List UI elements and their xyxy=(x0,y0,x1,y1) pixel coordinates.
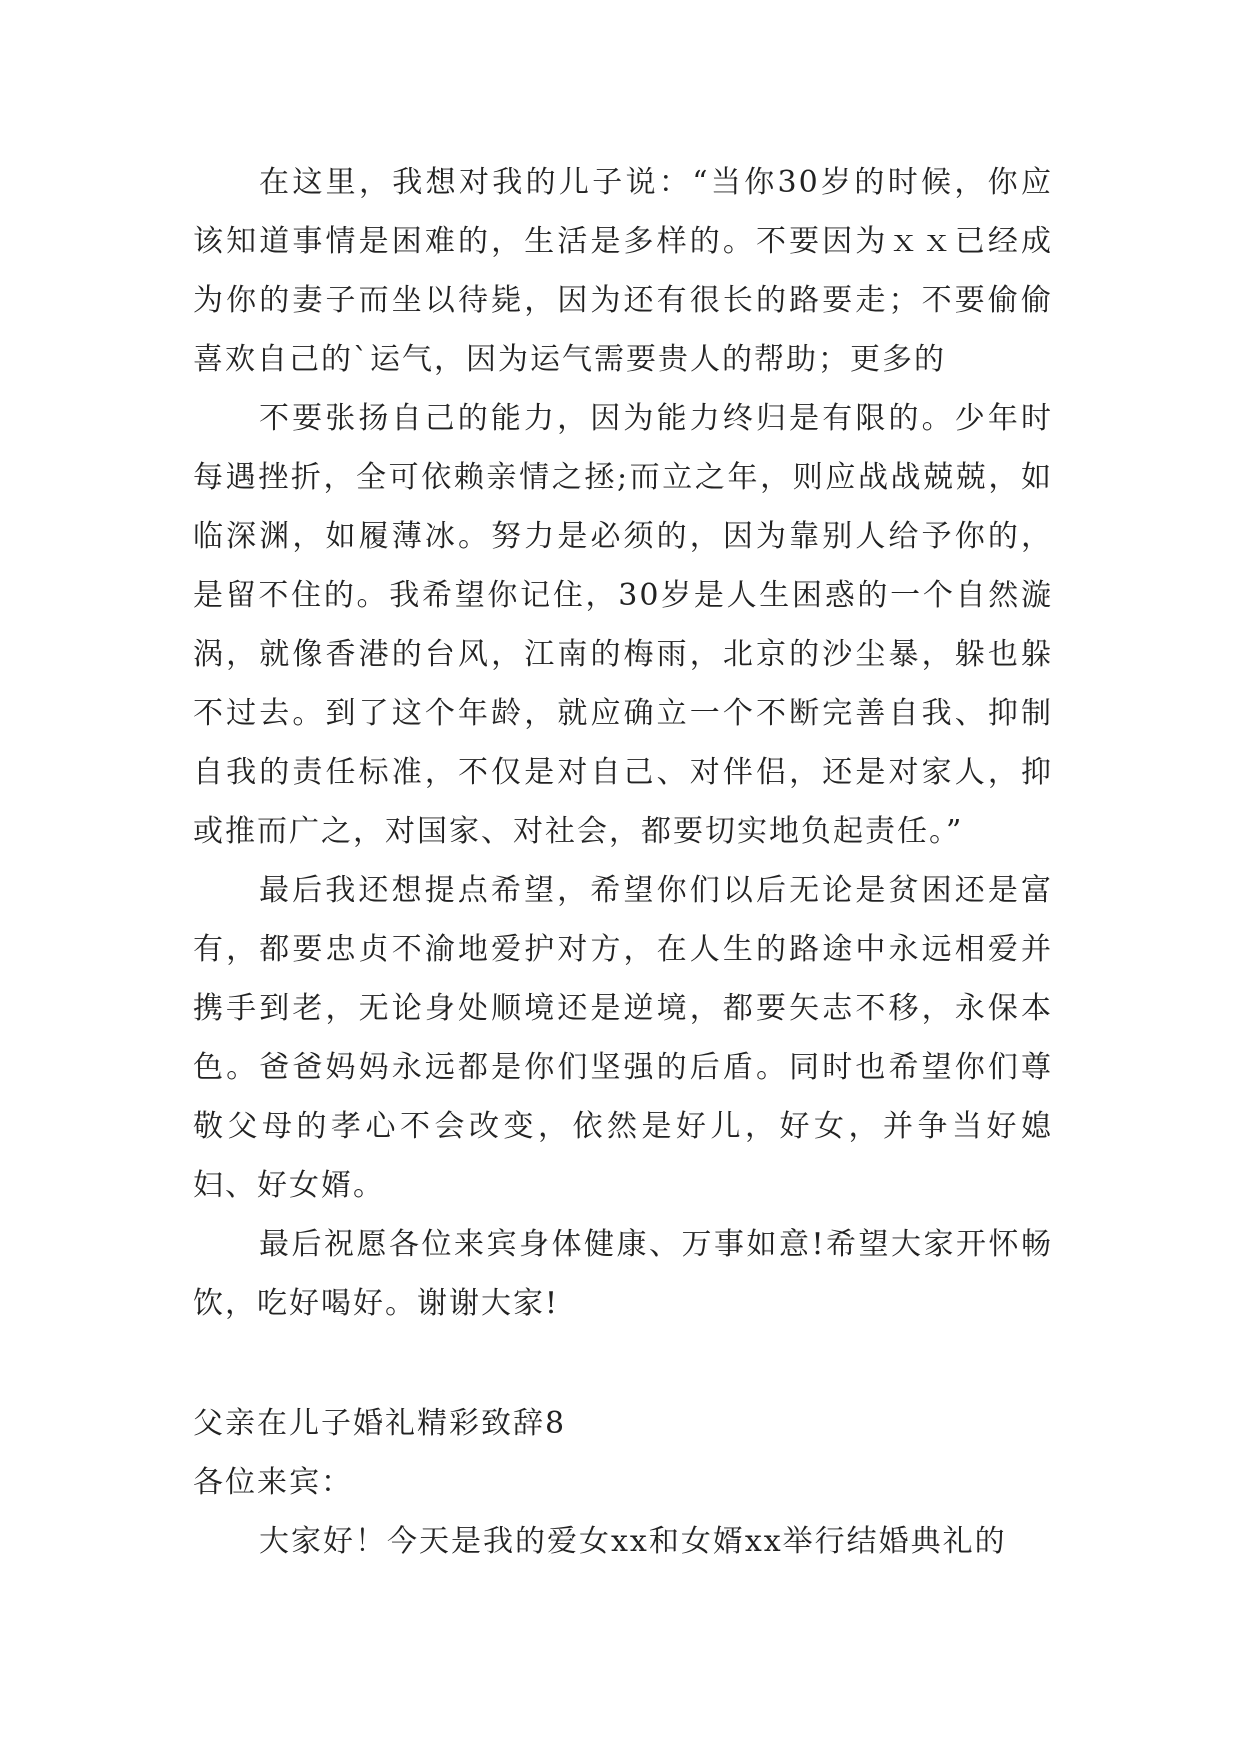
salutation: 各位来宾： xyxy=(193,1465,353,1500)
paragraph-4: 最后祝愿各位来宾身体健康、万事如意!希望大家开怀畅饮，吃好喝好。谢谢大家! xyxy=(193,1227,1053,1321)
section-spacer xyxy=(193,1333,1053,1394)
paragraph-3: 最后我还想提点希望，希望你们以后无论是贫困还是富有，都要忠贞不渝地爱护对方，在人生的路途中永远相爱并携手到老，无论身处顺境还是逆境，都要矢志不移，永保本色。爸爸妈妈永远都是你们坚强的后盾。同时也希望你们尊敬父母的孝心不会改变，依然是好儿，好女，并争当好媳妇、好女婿。 xyxy=(193,873,1053,1203)
opening-paragraph: 大家好！今天是我的爱女xx和女婿xx举行结婚典礼的 xyxy=(259,1524,1007,1559)
document-body xyxy=(193,153,1053,1571)
paragraph-2: 不要张扬自己的能力，因为能力终归是有限的。少年时每遇挫折，全可依赖亲情之拯;而立之年，则应战战兢兢，如临深渊，如履薄冰。努力是必须的，因为靠别人给予你的，是留不住的。我希望你记住，30岁是人生困惑的一个自然漩涡，就像香港的台风，江南的梅雨，北京的沙尘暴，躲也躲不过去。到了这个年龄，就应确立一个不断完善自我、抑制自我的责任标准，不仅是对自己、对伴侣，还是对家人，抑或推而广之，对国家、对社会，都要切实地负起责任。” xyxy=(193,401,1053,849)
section-heading: 父亲在儿子婚礼精彩致辞8 xyxy=(193,1406,567,1441)
paragraph-1: 在这里，我想对我的儿子说：“当你30岁的时候，你应该知道事情是困难的，生活是多样的。不要因为ｘｘ已经成为你的妻子而坐以待毙，因为还有很长的路要走；不要偷偷喜欢自己的`运气，因为运气需要贵人的帮助；更多的 xyxy=(193,165,1053,377)
